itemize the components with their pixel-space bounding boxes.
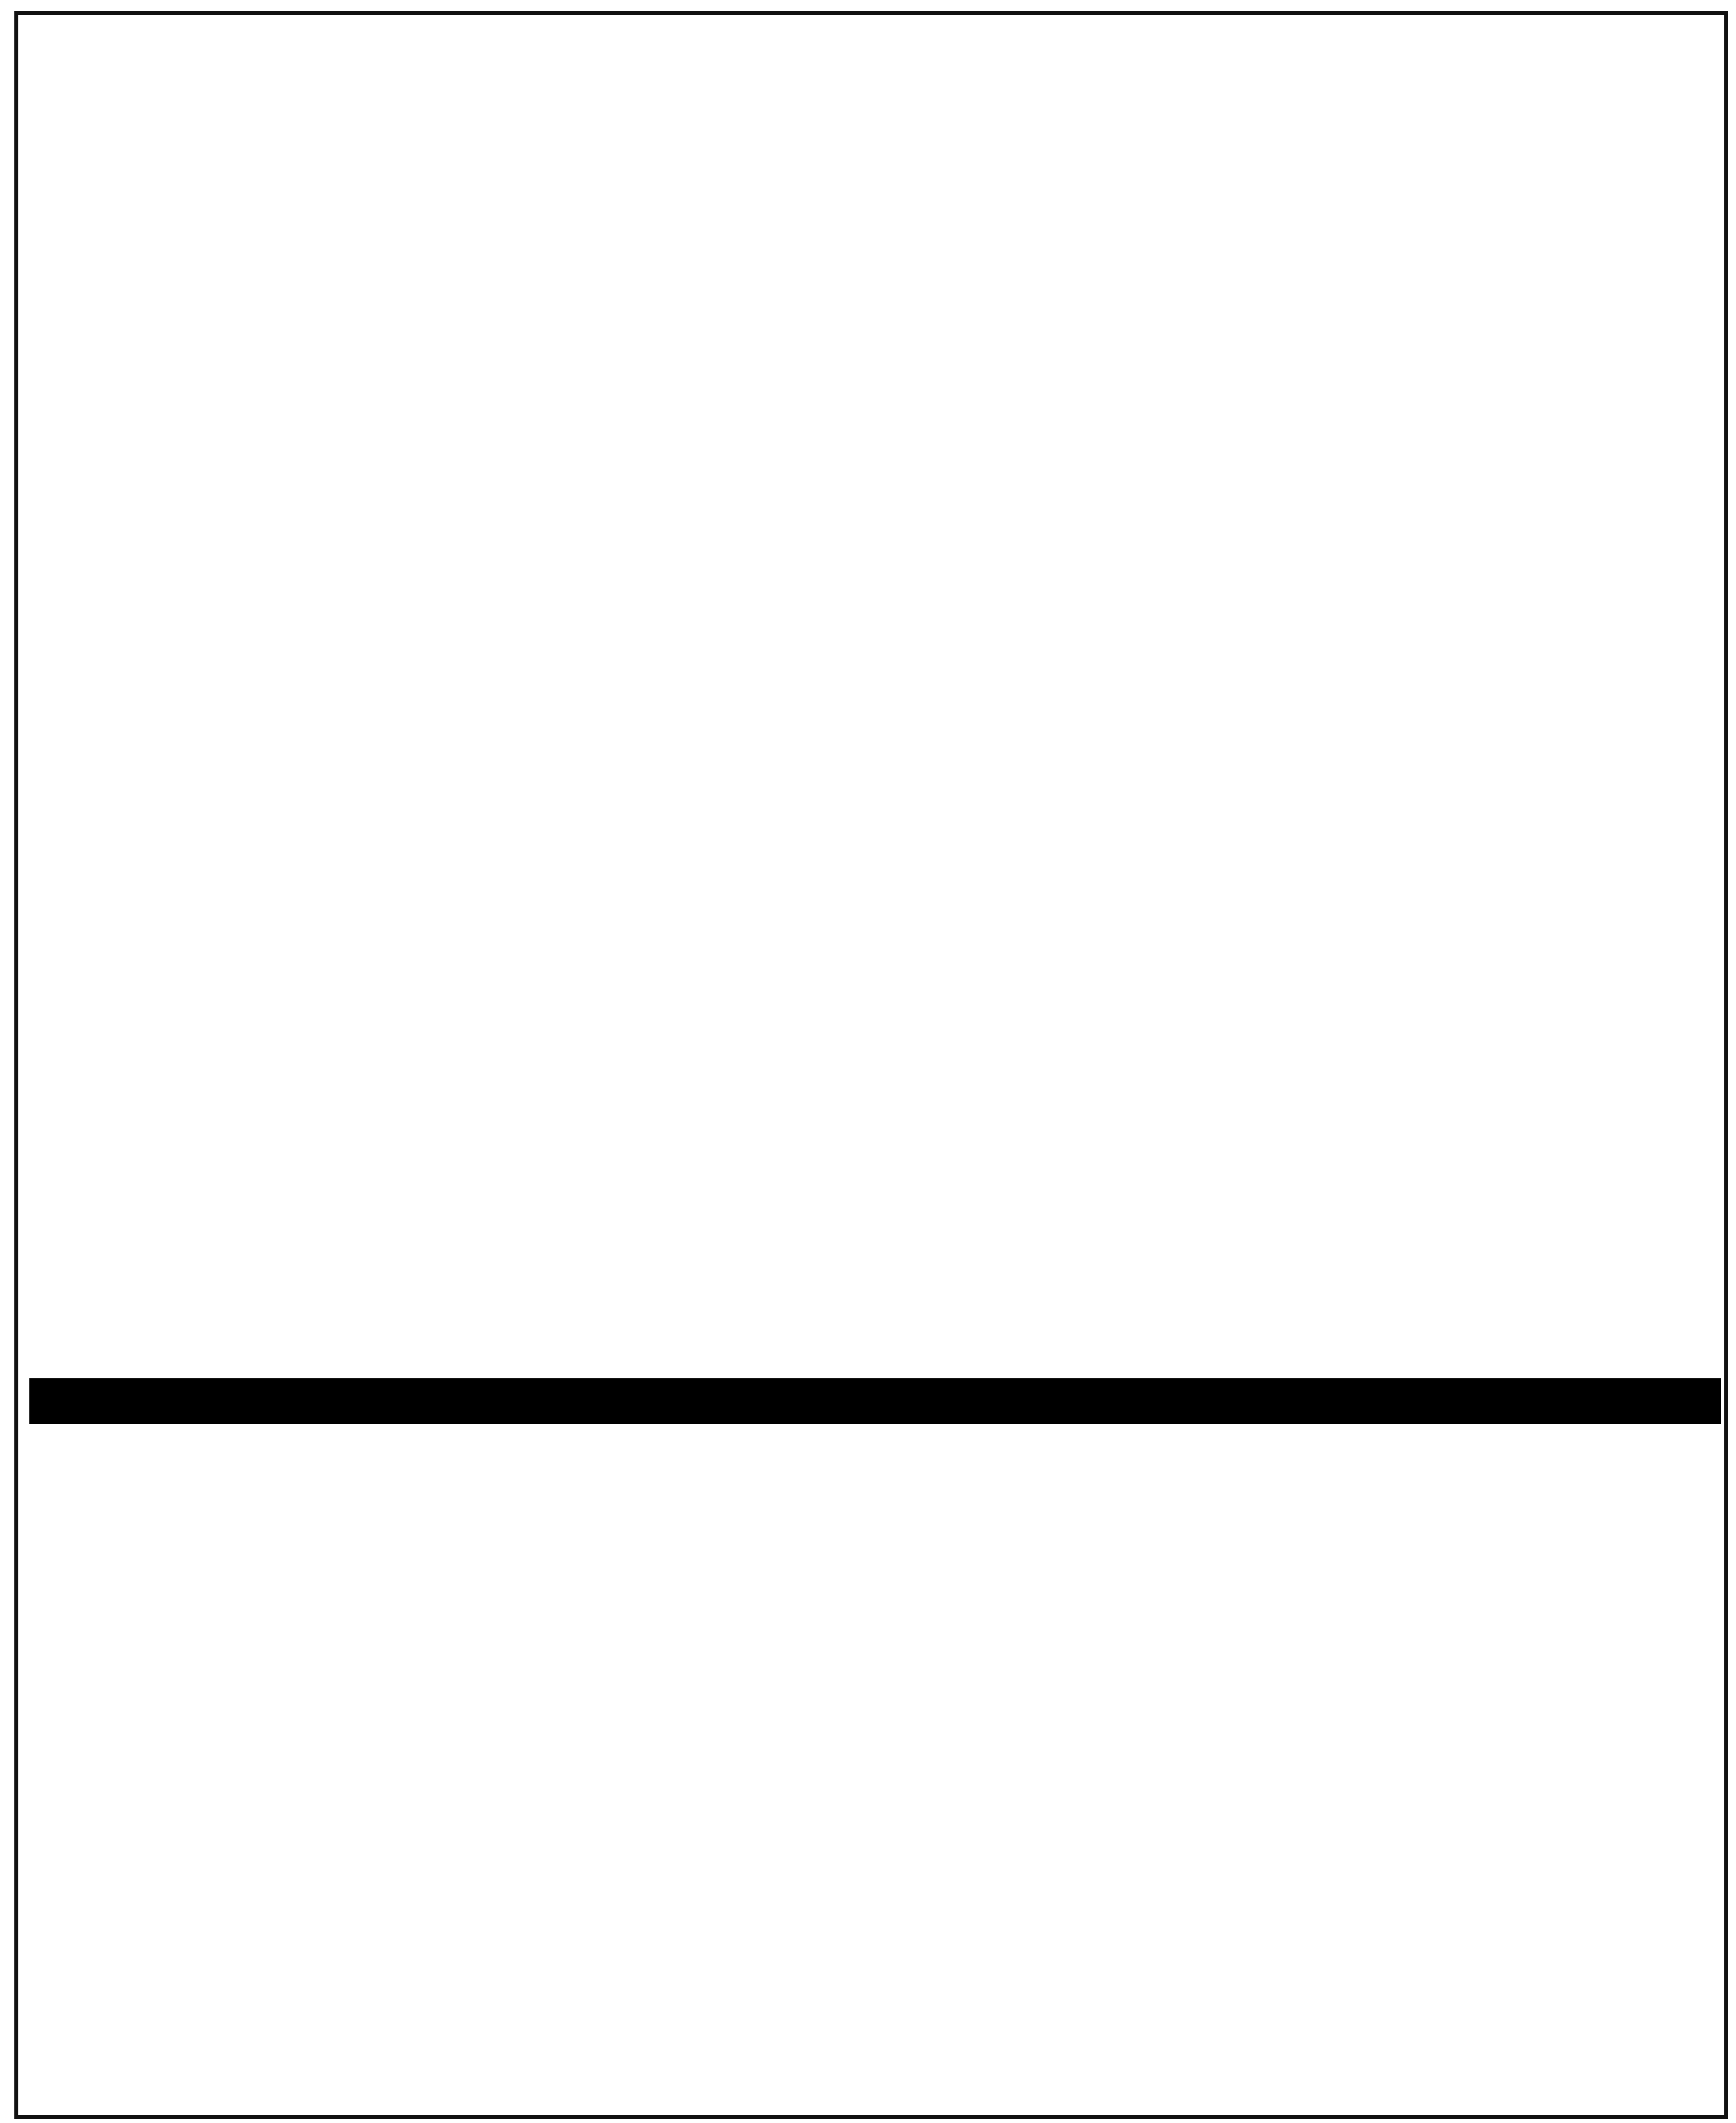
newspaper-page	[14, 11, 1728, 2119]
polling-station-listing	[29, 28, 1721, 1389]
counting-college-members	[29, 1432, 1721, 1701]
section-banner	[29, 1378, 1721, 1424]
